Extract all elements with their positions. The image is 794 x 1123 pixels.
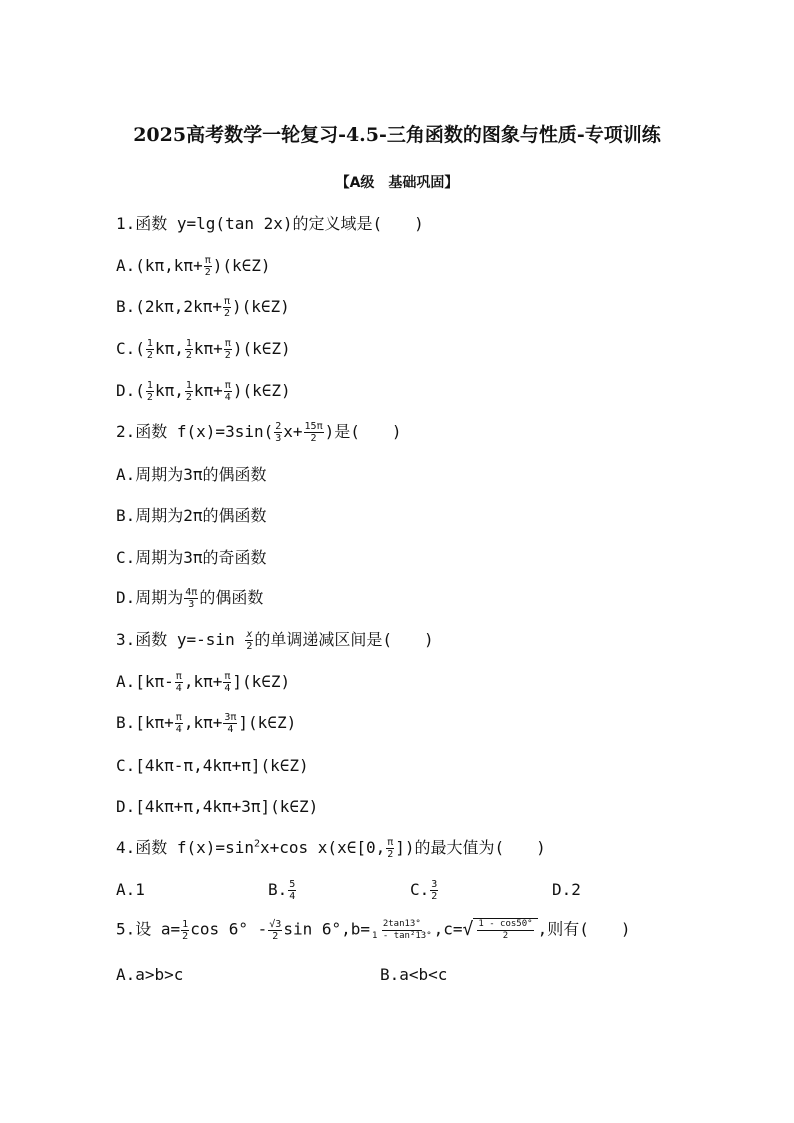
fraction: $\frac{\pi}{2}$ [223,296,230,319]
fraction: $\frac{3\pi}{4}$ [224,712,237,735]
square-root: √ $\frac{1 - \cos 50^\circ}{2}$ [463,918,538,942]
question-2-option-a: A.周期为3π的偶函数 [116,465,267,484]
fraction: $\frac{\pi}{2}$ [387,837,394,860]
question-1-option-c: C.( $\frac{1}{2}$ kπ, $\frac{1}{2}$ kπ+ $\frac{\pi}{2}$ )(k∈Z) [116,338,291,361]
question-5-option-b: B.a<b<c [380,965,448,984]
fraction: $\frac{1}{2}$ [185,338,192,361]
fraction: $\frac{2}{3}$ [275,421,282,444]
fraction: $\frac{\pi}{2}$ [204,255,211,278]
question-5-option-a: A.a>b>c [116,965,184,984]
question-1-stem: 1.函数 y=lg(tan 2x)的定义域是( ) [116,214,424,233]
question-3-option-c: C.[4kπ-π,4kπ+π](k∈Z) [116,756,309,775]
question-4-stem: 4.函数 $f(x)=\sin^2x+\cos$ x(x∈[0, $\frac{\pi}{2}$ ])的最大值为( ) [116,837,546,860]
question-1-option-a: A.(kπ,kπ+ $\frac{\pi}{2}$ )(k∈Z) [116,255,271,278]
fraction: $\frac{2\tan 13^\circ}{\text{1 - tan²13°}}$ [372,918,432,941]
fraction: $\frac{\pi}{2}$ [224,338,231,361]
fraction: $\frac{√3}{2}$ [269,918,282,942]
question-4-option-c: C. $\frac{3}{2}$ [410,879,438,902]
fraction: $\frac{x}{2}$ [246,629,253,652]
question-3-option-a: A.[kπ- $\frac{\pi}{4}$ ,kπ+ $\frac{\pi}{4}$ ](k∈Z) [116,671,291,694]
question-3-option-d: D.[4kπ+π,4kπ+3π](k∈Z) [116,797,319,816]
question-4-option-b: B. $\frac{5}{4}$ [268,879,296,902]
fraction: $\frac{5}{4}$ [289,879,296,902]
fraction: $\frac{\pi}{4}$ [175,671,182,694]
question-4-option-a: A.1 [116,880,145,899]
question-3-stem: 3.函数 y=-sin $\frac{x}{2}$ 的单调递减区间是( ) [116,629,434,652]
fraction: $\frac{1}{2}$ [182,918,189,942]
page-title: 2025高考数学一轮复习-4.5-三角函数的图象与性质-专项训练 [133,124,661,146]
fraction: $\frac{15\pi}{2}$ [304,421,323,444]
fraction: $\frac{4\pi}{3}$ [185,587,198,610]
question-3-option-b: B.[kπ+ $\frac{\pi}{4}$ ,kπ+ $\frac{3\pi}{4}$ ](k∈Z) [116,712,297,735]
fraction: $\frac{1}{2}$ [146,338,153,361]
question-5-stem: 5.设 a= $\frac{1}{2}$ cos 6° - $\frac{√3}{2}$ sin 6°,b= $\frac{2\tan 13^\circ}{\text{1 - tan²13°}}$ ,c= √ $\frac{1 - \cos 50^\circ}{2}$ ,则有( ) [116,918,631,942]
question-2-stem: 2.函数 f(x)=3sin( $\frac{2}{3}$ x+ $\frac{15\pi}{2}$ )是( ) [116,421,402,444]
section-heading: 【A级 基础巩固】 [335,175,459,191]
question-2-option-c: C.周期为3π的奇函数 [116,548,267,567]
fraction: $\frac{3}{2}$ [431,879,438,902]
fraction: $\frac{\pi}{4}$ [175,712,182,735]
fraction: $\frac{1 - \cos 50^\circ}{2}$ [478,919,533,941]
question-1-option-d: D.( $\frac{1}{2}$ kπ, $\frac{1}{2}$ kπ+ $\frac{\pi}{4}$ )(k∈Z) [116,380,291,403]
question-1-option-b: B.(2kπ,2kπ+ $\frac{\pi}{2}$ )(k∈Z) [116,296,290,319]
fraction: $\frac{1}{2}$ [185,380,192,403]
question-2-option-d: D.周期为 $\frac{4\pi}{3}$ 的偶函数 [116,587,264,610]
fraction: $\frac{\pi}{4}$ [224,671,231,694]
question-2-option-b: B.周期为2π的偶函数 [116,506,267,525]
question-4-option-d: D.2 [552,880,581,899]
fraction: $\frac{1}{2}$ [146,380,153,403]
fraction: $\frac{\pi}{4}$ [224,380,231,403]
